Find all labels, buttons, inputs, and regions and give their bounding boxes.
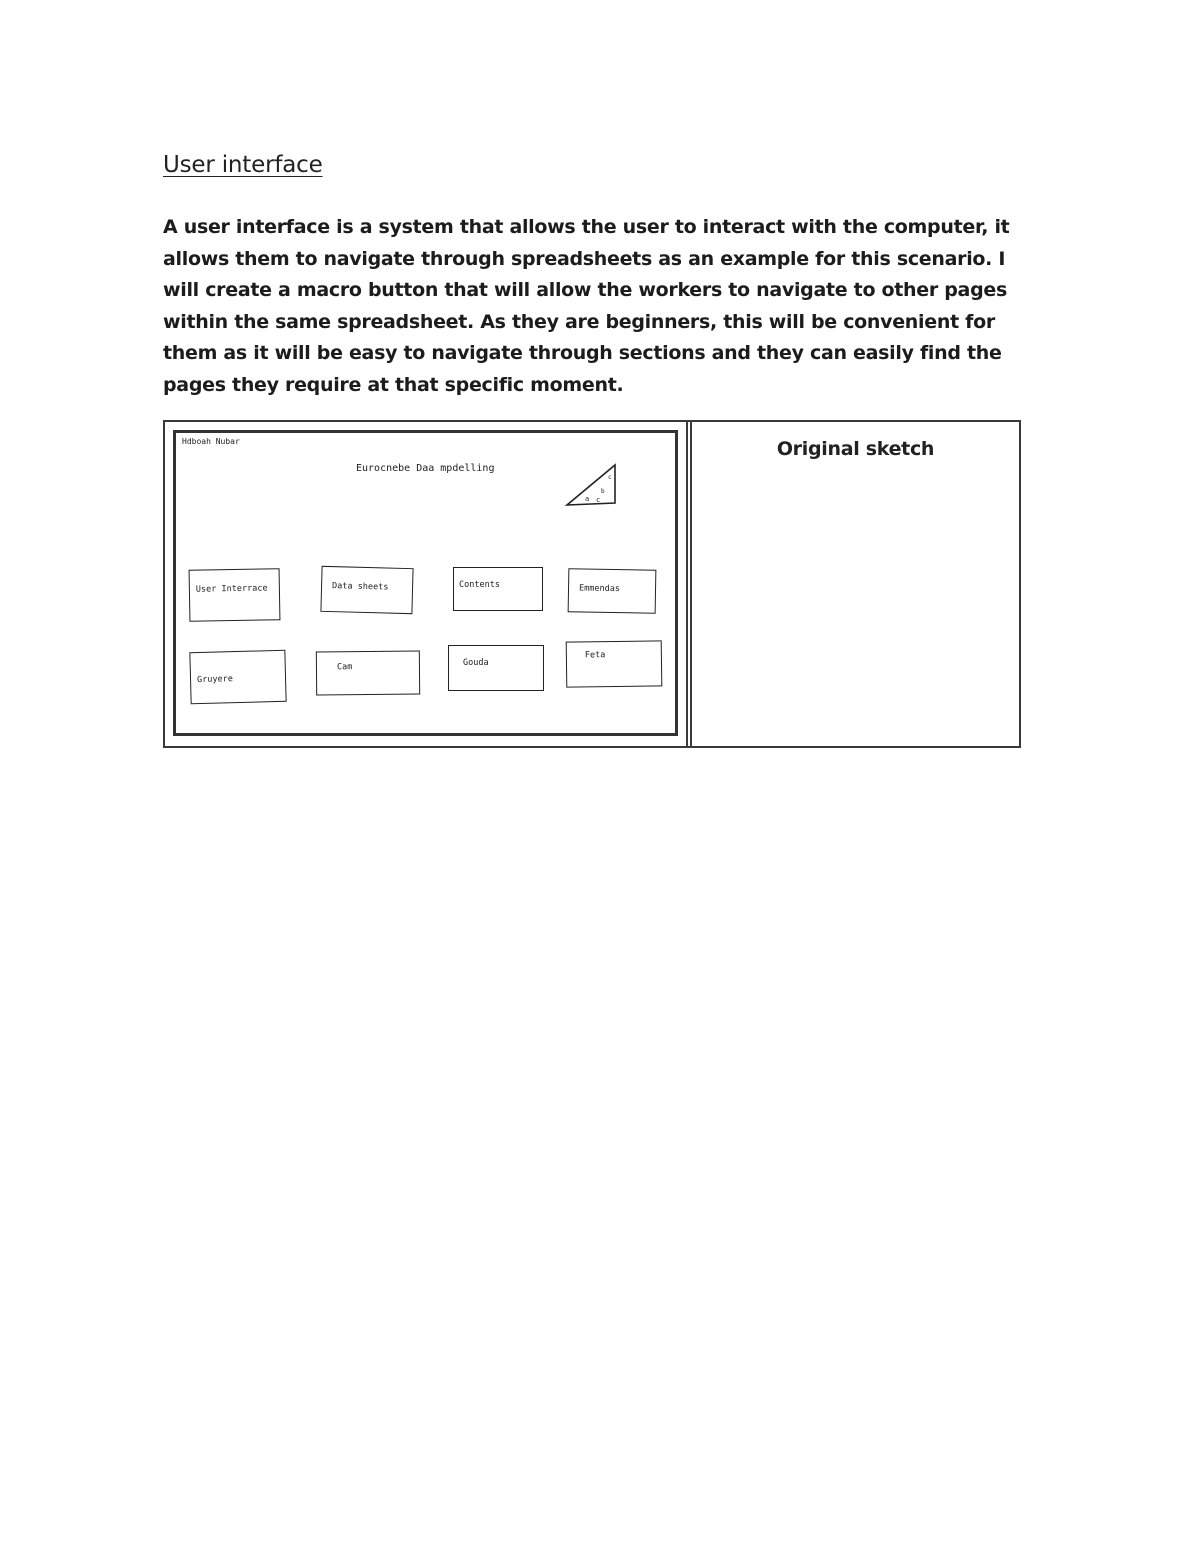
macro-button-label: Feta	[584, 650, 606, 661]
macro-button-label: Cam	[336, 662, 353, 673]
macro-button-label: Gouda	[463, 658, 489, 668]
macro-button-label: Emmendas	[578, 583, 621, 595]
sketch-cell	[165, 422, 688, 746]
section-heading: User interface	[163, 152, 323, 178]
svg-text:c: c	[608, 474, 612, 481]
macro-button-label: Gruyere	[196, 674, 234, 686]
svg-text:c: c	[596, 496, 601, 504]
macro-button-label: Contents	[459, 580, 500, 590]
sketch-frame	[173, 430, 678, 736]
macro-button-emmendas[interactable]	[568, 568, 657, 614]
svg-text:a: a	[585, 495, 590, 503]
macro-button-label: User Interrace	[195, 583, 268, 595]
sketch-title: Eurocnebe Daa mpdelling	[356, 463, 495, 474]
triangle-logo-icon	[561, 461, 621, 509]
body-paragraph: A user interface is a system that allows the user to interact with the computer, it allows them to navigate through spreadsheets as an example for this scenario. I will create a macro button that will allow the workers to navigate to other pages within the same spreadsheet. As they are beginners, this will be convenient for them as it will be easy to navigate through sections and they can easily find the pages they require at that specific moment.	[163, 216, 1010, 396]
macro-button-gouda[interactable]	[448, 645, 544, 691]
macro-button-contents[interactable]	[453, 567, 543, 611]
caption-cell	[690, 422, 1019, 746]
macro-button-data-sheets[interactable]	[320, 566, 413, 614]
sketch-corner-note: Hdboah Nubar	[182, 437, 240, 446]
svg-text:b: b	[601, 488, 605, 495]
caption-original-sketch: Original sketch	[776, 438, 935, 460]
macro-button-cam[interactable]	[316, 651, 420, 696]
macro-button-user-interface[interactable]	[189, 568, 281, 622]
macro-button-gruyere[interactable]	[189, 650, 286, 704]
macro-button-label: Data sheets	[331, 581, 389, 593]
sketch-table	[163, 420, 1021, 748]
macro-button-feta[interactable]	[566, 640, 663, 687]
